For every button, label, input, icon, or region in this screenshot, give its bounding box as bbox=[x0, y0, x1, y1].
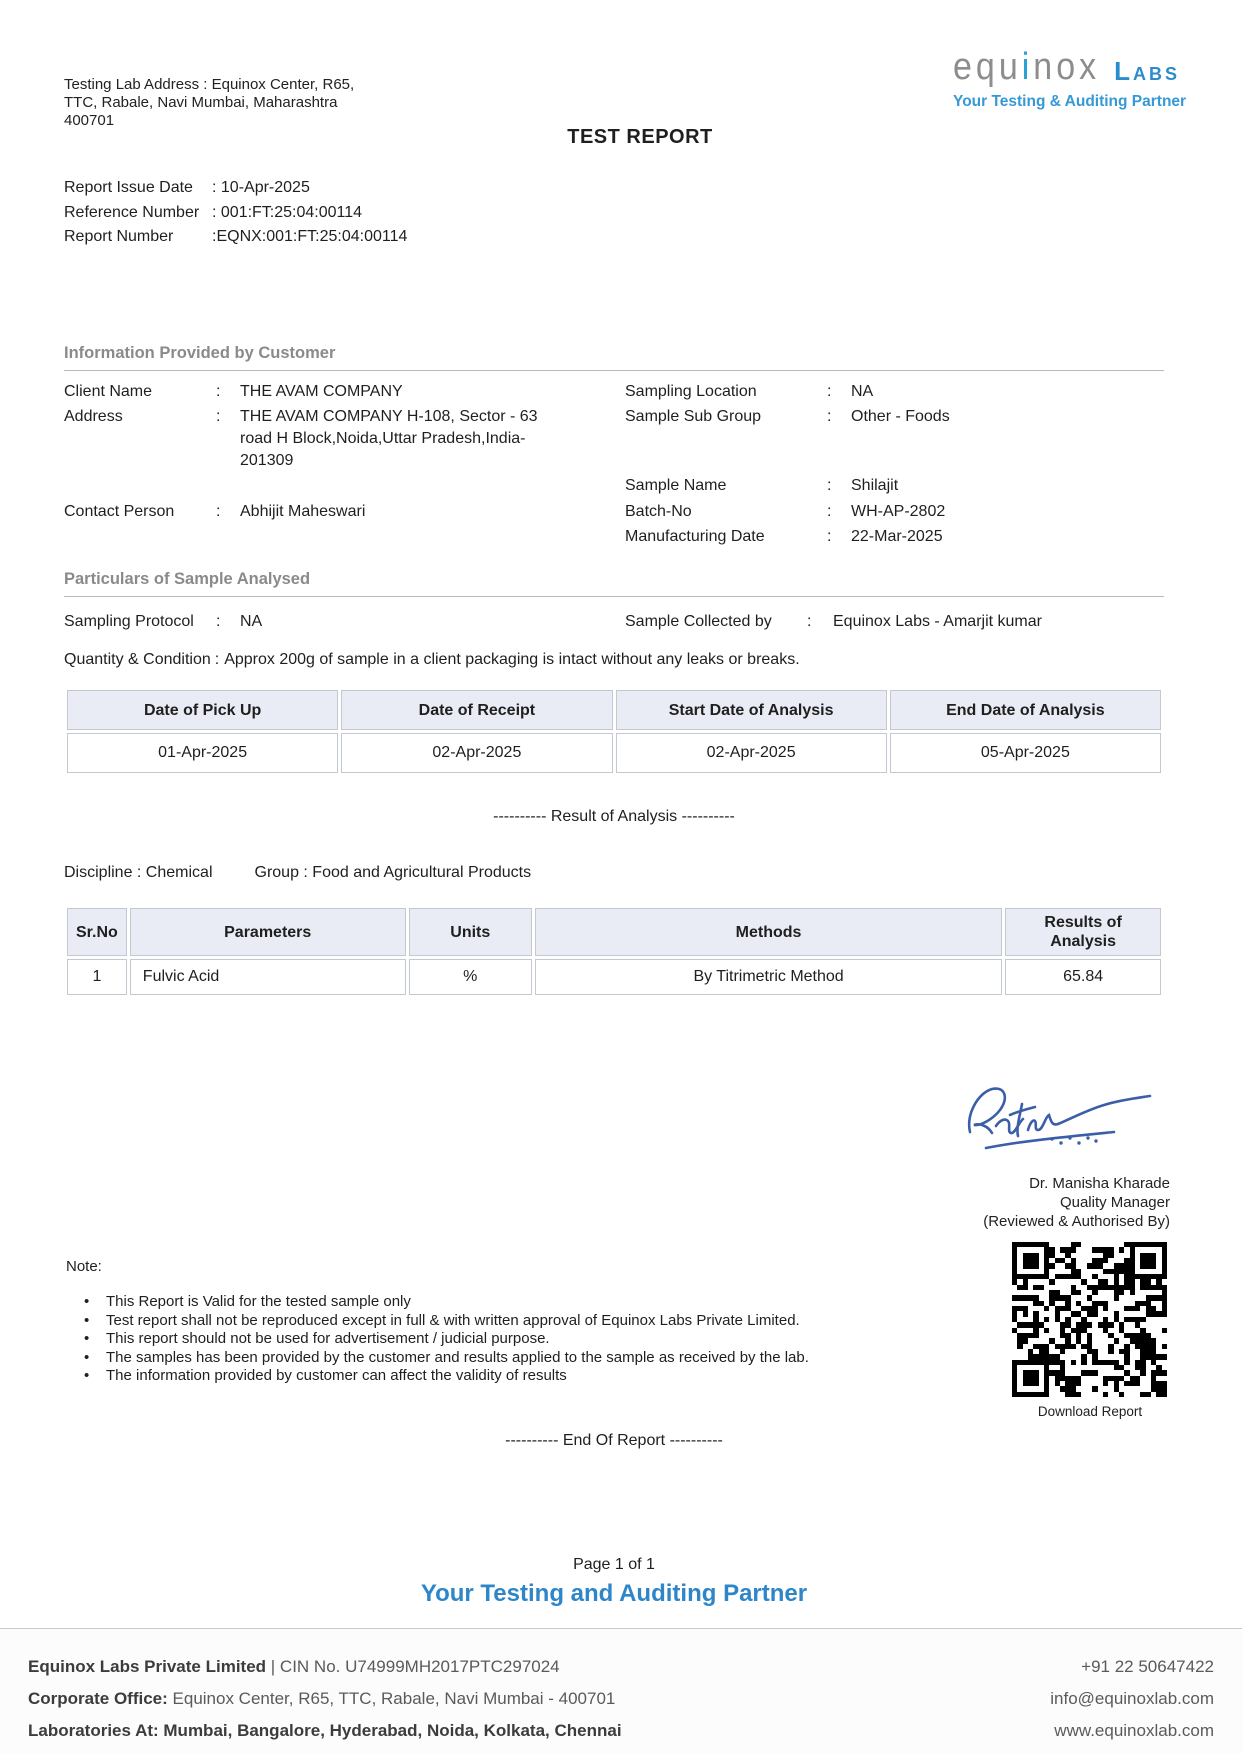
partner-tagline: Your Testing and Auditing Partner bbox=[420, 1580, 808, 1607]
report-issue-date-label: Report Issue Date bbox=[64, 179, 193, 196]
note-item: • This report should not be used for advertisement / judicial purpose. bbox=[84, 1330, 550, 1347]
table-row bbox=[67, 733, 1161, 773]
quantity-condition-row: Quantity & Condition : Approx 200g of sample in a client packaging is intact without any leaks or breaks. bbox=[64, 651, 800, 668]
batch-no-value: WH-AP-2802 bbox=[851, 503, 946, 520]
report-issue-date-value: : 10-Apr-2025 bbox=[212, 179, 310, 196]
note-item: • This Report is Valid for the tested sample only bbox=[84, 1293, 411, 1310]
reference-number-label: Reference Number bbox=[64, 203, 200, 221]
report-issue-date-row bbox=[64, 176, 407, 201]
end-of-report-divider: ---------- End Of Report ---------- bbox=[505, 1432, 723, 1449]
header-cell-end-date: End Date of Analysis bbox=[890, 690, 1161, 730]
reference-number-value: : 001:FT:25:04:00114 bbox=[212, 203, 363, 221]
header-cell-results: Results of Analysis bbox=[1005, 908, 1161, 956]
report-number-row bbox=[64, 225, 407, 250]
footer-corporate-line: Corporate Office: Equinox Center, R65, TTC, Rabale, Navi Mumbai - 400701 bbox=[28, 1689, 616, 1708]
contact-person-value: Abhijit Maheswari bbox=[240, 503, 366, 520]
section-heading-customer-info: Information Provided by Customer bbox=[64, 344, 1164, 371]
cell-date-of-pickup: 01-Apr-2025 bbox=[67, 733, 338, 773]
quantity-condition-value: Approx 200g of sample in a client packaging is intact without any leaks or breaks. bbox=[224, 651, 800, 668]
sampling-protocol-value: NA bbox=[240, 613, 263, 630]
bullet-icon: • bbox=[84, 1311, 90, 1329]
lab-address-line: 400701 bbox=[64, 112, 115, 129]
footer-website: www.equinoxlab.com bbox=[1054, 1721, 1214, 1740]
qr-caption: Download Report bbox=[1037, 1404, 1143, 1419]
cell-srno: 1 bbox=[67, 959, 127, 995]
address-value: THE AVAM COMPANY H-108, Sector - 63 road H Block,Noida,Uttar Pradesh,India-201309 bbox=[240, 408, 538, 469]
reference-number-row bbox=[64, 201, 407, 226]
logo-letter-i: i bbox=[1021, 45, 1034, 88]
footer-email: info@equinoxlab.com bbox=[1050, 1689, 1214, 1708]
analysis-dates-table bbox=[64, 687, 1164, 776]
page-title: TEST REPORT bbox=[567, 126, 713, 148]
signatory-name: Dr. Manisha Kharade bbox=[1029, 1175, 1170, 1192]
bullet-icon: • bbox=[84, 1348, 90, 1366]
sample-sub-group-row: Sample Sub Group : Other - Foods bbox=[625, 406, 950, 428]
logo-labs-text: Labs bbox=[1114, 56, 1181, 86]
header-cell-methods: Methods bbox=[535, 908, 1002, 956]
sampling-location-row: Sampling Location : NA bbox=[625, 381, 873, 403]
header-cell-parameters: Parameters bbox=[130, 908, 406, 956]
note-item: • Test report shall not be reproduced except in full & with written approval of Equinox Labs Private Limited. bbox=[84, 1311, 800, 1329]
sampling-location-value: NA bbox=[851, 383, 874, 400]
testing-lab-address bbox=[64, 76, 404, 130]
bullet-icon: • bbox=[84, 1330, 90, 1347]
report-number-value: :EQNX:001:FT:25:04:00114 bbox=[212, 228, 408, 245]
client-name-row: Client Name : THE AVAM COMPANY bbox=[64, 381, 570, 403]
cell-start-date: 02-Apr-2025 bbox=[616, 733, 887, 773]
note-item: • The samples has been provided by the customer and results applied to the sample as received by the lab. bbox=[84, 1348, 809, 1366]
page-number: Page 1 of 1 bbox=[573, 1556, 655, 1573]
table-row bbox=[67, 959, 1161, 995]
signatory-note: (Reviewed & Authorised By) bbox=[983, 1213, 1170, 1230]
sampling-protocol-row: Sampling Protocol : NA bbox=[64, 611, 262, 633]
footer bbox=[0, 1628, 1242, 1754]
contact-person-row: Contact Person : Abhijit Maheswari bbox=[64, 501, 570, 523]
header-cell-units: Units bbox=[409, 908, 532, 956]
discipline-value: Discipline : Chemical bbox=[64, 864, 213, 881]
footer-phone: +91 22 50647422 bbox=[1081, 1657, 1214, 1676]
group-value: Group : Food and Agricultural Products bbox=[254, 864, 532, 881]
cell-units: % bbox=[409, 959, 532, 995]
sample-collected-by-row: Sample Collected by : Equinox Labs - Amarjit kumar bbox=[625, 611, 1042, 633]
results-table bbox=[64, 905, 1164, 998]
logo-wordmark: equinox bbox=[953, 45, 1101, 88]
logo-tagline: Your Testing & Auditing Partner bbox=[953, 93, 1187, 110]
client-name-value: THE AVAM COMPANY bbox=[240, 383, 403, 400]
qr-code bbox=[1012, 1242, 1167, 1397]
bullet-icon: • bbox=[84, 1367, 90, 1384]
signatory-role: Quality Manager bbox=[1059, 1194, 1170, 1211]
cell-end-date: 05-Apr-2025 bbox=[890, 733, 1161, 773]
report-number-label: Report Number bbox=[64, 228, 174, 245]
footer-laboratories-line: Laboratories At: Mumbai, Bangalore, Hyderabad, Noida, Kolkata, Chennai bbox=[28, 1721, 622, 1740]
signatory-block bbox=[983, 1174, 1170, 1231]
note-list bbox=[84, 1293, 809, 1386]
equinox-labs-logo bbox=[953, 45, 1225, 111]
manufacturing-date-row: Manufacturing Date : 22-Mar-2025 bbox=[625, 526, 943, 548]
lab-address-line: TTC, Rabale, Navi Mumbai, Maharashtra bbox=[64, 94, 338, 111]
address-row: Address : THE AVAM COMPANY H-108, Sector - 63 road H Block,Noida,Uttar Pradesh,India-201309 bbox=[64, 406, 570, 472]
manufacturing-date-value: 22-Mar-2025 bbox=[851, 528, 943, 545]
result-of-analysis-divider: ---------- Result of Analysis ---------- bbox=[493, 808, 735, 825]
discipline-group-line bbox=[64, 864, 531, 882]
header-cell-start-date: Start Date of Analysis bbox=[616, 690, 887, 730]
cell-result: 65.84 bbox=[1005, 959, 1161, 995]
sample-sub-group-value: Other - Foods bbox=[851, 408, 950, 425]
sample-name-row: Sample Name : Shilajit bbox=[625, 475, 898, 497]
footer-right bbox=[1050, 1651, 1214, 1747]
cell-method: By Titrimetric Method bbox=[535, 959, 1002, 995]
section-heading-particulars: Particulars of Sample Analysed bbox=[64, 570, 1164, 597]
header-cell-srno: Sr.No bbox=[67, 908, 127, 956]
cell-parameter: Fulvic Acid bbox=[130, 959, 406, 995]
report-meta bbox=[64, 176, 407, 250]
footer-company-line: Equinox Labs Private Limited | CIN No. U74999MH2017PTC297024 bbox=[28, 1657, 560, 1676]
sample-name-value: Shilajit bbox=[851, 477, 899, 494]
lab-address-line: Testing Lab Address : Equinox Center, R65, bbox=[64, 76, 355, 93]
note-item: • The information provided by customer can affect the validity of results bbox=[84, 1367, 567, 1384]
signature bbox=[952, 1068, 1187, 1156]
header-cell-date-of-receipt: Date of Receipt bbox=[341, 690, 612, 730]
note-heading: Note: bbox=[66, 1258, 102, 1275]
bullet-icon: • bbox=[84, 1293, 90, 1310]
header-cell-date-of-pickup: Date of Pick Up bbox=[67, 690, 338, 730]
footer-left bbox=[28, 1651, 622, 1747]
cell-date-of-receipt: 02-Apr-2025 bbox=[341, 733, 612, 773]
batch-no-row: Batch-No : WH-AP-2802 bbox=[625, 501, 945, 523]
sample-collected-by-value: Equinox Labs - Amarjit kumar bbox=[833, 613, 1042, 630]
